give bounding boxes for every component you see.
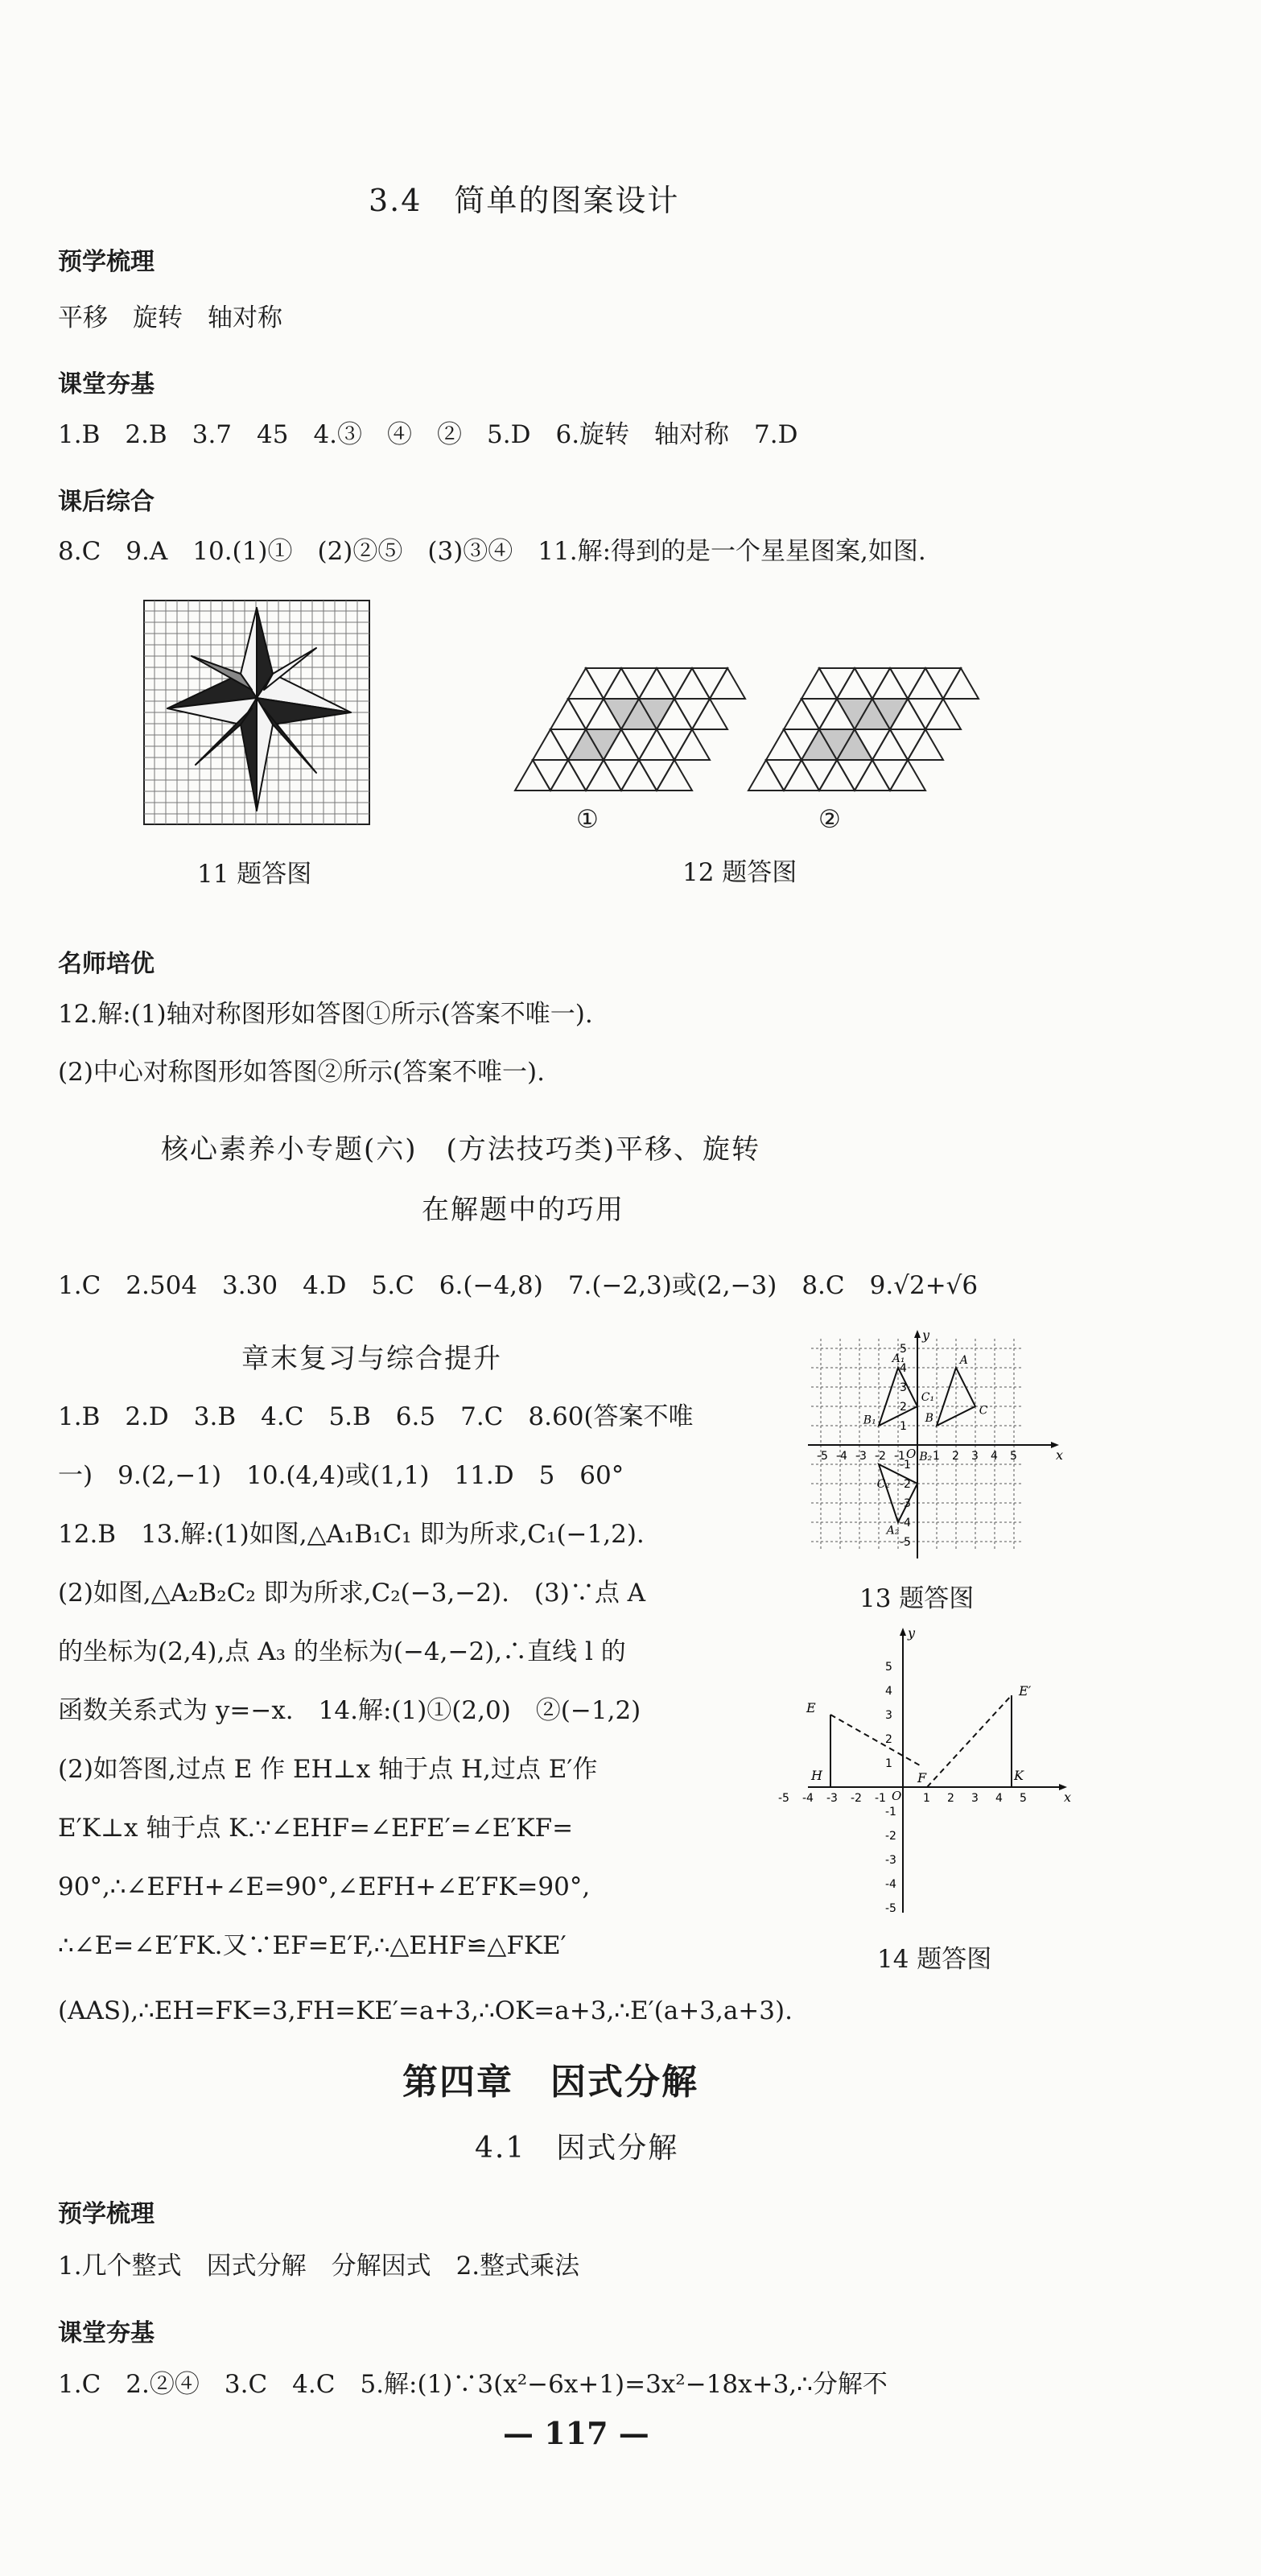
point-label: C₂ — [876, 1477, 890, 1491]
x-tick-label: 5 — [1010, 1450, 1017, 1463]
y-tick-label: -4 — [885, 1878, 896, 1891]
figure-11-star — [143, 600, 370, 825]
label-classroom-2: 课堂夯基 — [58, 2319, 155, 2347]
figure-12-caption: 12 题答图 — [682, 858, 797, 887]
y-tick-label: 3 — [885, 1709, 892, 1722]
label-after-class: 课后综合 — [58, 488, 155, 516]
point-label: A₁ — [892, 1352, 905, 1365]
y-tick-label: 5 — [900, 1343, 907, 1356]
review-line: ∴∠E=∠E′FK.又∵EF=E′F,∴△EHF≌△FKE′ — [58, 1931, 567, 1960]
figure-14-caption: 14 题答图 — [877, 1945, 992, 1974]
y-tick-label: 2 — [885, 1733, 892, 1746]
x-tick-label: 3 — [971, 1792, 979, 1805]
segment-FE-prime — [927, 1695, 1012, 1787]
teacher-line-1: 12.解:(1)轴对称图形如答图①所示(答案不唯一). — [58, 1000, 593, 1029]
page-number: — 117 — — [503, 2415, 649, 2451]
figure-12-lattices — [515, 660, 982, 801]
y-tick-label: 4 — [900, 1362, 907, 1375]
section-3-4-title: 3.4 简单的图案设计 — [369, 183, 680, 218]
y-tick-label: 1 — [885, 1757, 892, 1770]
figure-11-caption: 11 题答图 — [197, 860, 312, 889]
review-line: 一) 9.(2,−1) 10.(4,4)或(1,1) 11.D 5 60° — [58, 1461, 624, 1490]
after-class-answers: 8.C 9.A 10.(1)① (2)②⑤ (3)③④ 11.解:得到的是一个星星图案,如图. — [58, 537, 926, 566]
x-tick-label: -3 — [826, 1792, 838, 1805]
x-tick-label: 5 — [1020, 1792, 1027, 1805]
review-title: 章末复习与综合提升 — [241, 1343, 502, 1375]
teacher-line-2: (2)中心对称图形如答图②所示(答案不唯一). — [58, 1058, 545, 1087]
x-tick-label: -4 — [836, 1450, 847, 1463]
chapter-4-title: 第四章 因式分解 — [402, 2062, 698, 2103]
y-tick-label: 1 — [900, 1420, 907, 1433]
x-tick-label: 2 — [947, 1792, 954, 1805]
y-tick-label: -1 — [900, 1459, 911, 1472]
y-tick-label: -1 — [885, 1806, 896, 1818]
y-arrow — [914, 1330, 921, 1338]
review-line: E′K⊥x 轴于点 K.∵∠EHF=∠EFE′=∠E′KF= — [58, 1814, 574, 1843]
special-topic-answers: 1.C 2.504 3.30 4.D 5.C 6.(−4,8) 7.(−2,3)或(2,−3) 8.C 9.√2+√6 — [58, 1271, 979, 1300]
label-teacher: 名师培优 — [58, 950, 155, 978]
x-tick-label: 1 — [923, 1792, 930, 1805]
x-tick-label: 1 — [933, 1450, 940, 1463]
label-classroom: 课堂夯基 — [58, 370, 155, 398]
y-tick-label: -4 — [900, 1517, 911, 1530]
x-tick-label: 4 — [991, 1450, 998, 1463]
figure-13-caption: 13 题答图 — [859, 1584, 975, 1613]
x-tick-label: 2 — [952, 1450, 959, 1463]
section-4-1-title: 4.1 因式分解 — [475, 2132, 679, 2165]
x-tick-label: -3 — [855, 1450, 867, 1463]
review-line: 90°,∴∠EFH+∠E=90°,∠EFH+∠E′FK=90°, — [58, 1872, 591, 1901]
segment-EF — [830, 1715, 920, 1765]
classroom-answers-2: 1.C 2.②④ 3.C 4.C 5.解:(1)∵3(x²−6x+1)=3x²−18x+3,∴分解不 — [58, 2370, 888, 2399]
review-line: 的坐标为(2,4),点 A₃ 的坐标为(−4,−2),∴直线 l 的 — [58, 1637, 626, 1666]
y-tick-label: -2 — [885, 1830, 896, 1843]
y-tick-label: 4 — [885, 1685, 892, 1698]
review-last-line: (AAS),∴EH=FK=3,FH=KE′=a+3,∴OK=a+3,∴E′(a+3,a+3). — [58, 1996, 793, 2025]
figure-14-coordinate-plot — [778, 1625, 1072, 1916]
y-axis-label: y — [922, 1327, 930, 1343]
y-tick-label: -2 — [900, 1478, 911, 1491]
y-tick-label: -3 — [900, 1497, 911, 1510]
x-tick-label: -1 — [875, 1792, 886, 1805]
label-preview-2: 预学梳理 — [58, 2200, 155, 2228]
x-tick-label: -5 — [817, 1450, 828, 1463]
review-line: (2)如图,△A₂B₂C₂ 即为所求,C₂(−3,−2). (3)∵点 A — [58, 1579, 646, 1608]
point-label: E — [806, 1700, 816, 1715]
point-label: E′ — [1019, 1683, 1032, 1699]
x-tick-label: -1 — [894, 1450, 905, 1463]
origin-label: O — [906, 1447, 917, 1461]
x-tick-label: -5 — [778, 1792, 789, 1805]
x-axis-label: x — [1056, 1447, 1064, 1463]
y-tick-label: 2 — [900, 1401, 907, 1414]
special-topic-title-2: 在解题中的巧用 — [422, 1194, 624, 1226]
point-label: C — [979, 1404, 988, 1418]
y-tick-label: 5 — [885, 1661, 892, 1674]
x-tick-label: -2 — [851, 1792, 862, 1805]
y-axis-label: y — [908, 1625, 916, 1641]
point-label: H — [811, 1768, 822, 1783]
point-label: C₁ — [921, 1390, 935, 1404]
point-label: B₁ — [863, 1414, 876, 1427]
review-line: 1.B 2.D 3.B 4.C 5.B 6.5 7.C 8.60(答案不唯 — [58, 1402, 694, 1431]
preview-answers-2: 1.几个整式 因式分解 分解因式 2.整式乘法 — [58, 2252, 580, 2281]
point-label: B₂ — [919, 1451, 933, 1464]
point-label: K — [1014, 1768, 1024, 1783]
x-tick-label: 4 — [995, 1792, 1003, 1805]
y-tick-label: -5 — [900, 1536, 911, 1549]
point-label: B — [925, 1412, 933, 1426]
special-topic-title-1: 核心素养小专题(六) (方法技巧类)平移、旋转 — [161, 1133, 761, 1166]
x-tick-label: -2 — [875, 1450, 886, 1463]
point-label: A₂ — [886, 1524, 900, 1538]
x-tick-label: -4 — [802, 1792, 814, 1805]
y-tick-label: -5 — [885, 1902, 896, 1915]
review-line: 函数关系式为 y=−x. 14.解:(1)①(2,0) ②(−1,2) — [58, 1696, 641, 1725]
figure-12-label-2: ② — [818, 805, 841, 834]
preview-answers: 平移 旋转 轴对称 — [58, 303, 282, 332]
y-arrow — [900, 1628, 906, 1636]
y-tick-label: -3 — [885, 1854, 896, 1867]
y-tick-label: 3 — [900, 1381, 907, 1394]
label-preview: 预学梳理 — [58, 248, 155, 276]
point-label: F — [917, 1770, 927, 1785]
point-label: A — [959, 1354, 968, 1368]
origin-label: O — [892, 1789, 902, 1803]
classroom-answers: 1.B 2.B 3.7 45 4.③ ④ ② 5.D 6.旋转 轴对称 7.D — [58, 420, 798, 449]
review-line: 12.B 13.解:(1)如图,△A₁B₁C₁ 即为所求,C₁(−1,2). — [58, 1520, 645, 1549]
x-tick-label: 3 — [971, 1450, 979, 1463]
figure-12-label-1: ① — [576, 805, 599, 834]
review-line: (2)如答图,过点 E 作 EH⊥x 轴于点 H,过点 E′作 — [58, 1755, 598, 1784]
x-axis-label: x — [1064, 1790, 1072, 1805]
figure-13-coordinate-plot — [805, 1328, 1062, 1562]
